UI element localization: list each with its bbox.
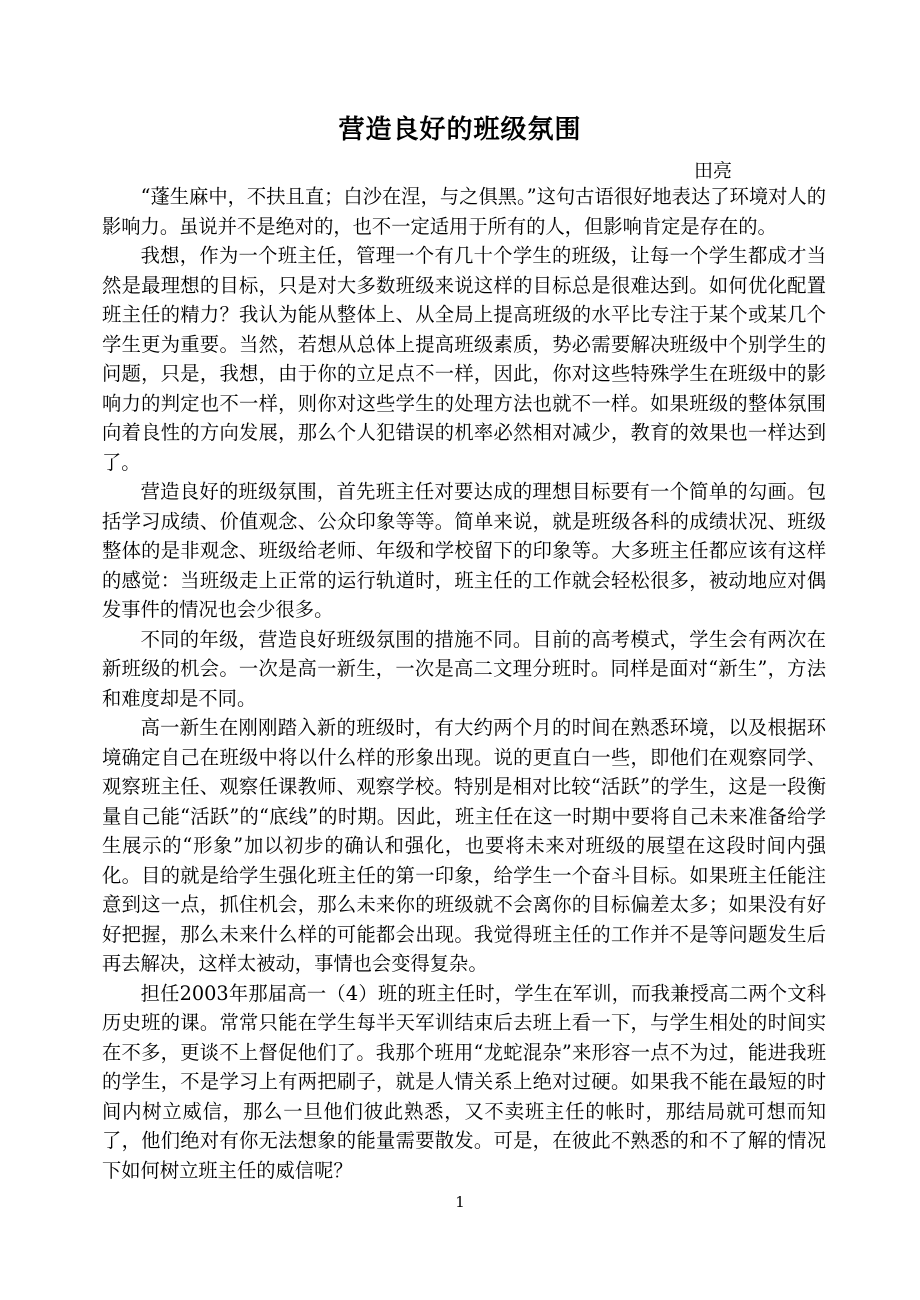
document-body: [102, 182, 826, 1185]
document-title: 营造良好的班级氛围: [338, 115, 582, 145]
paragraph: 担任2003年那届高一（4）班的班主任时，学生在军训，而我兼授高二两个文科历史班的课。常常只能在学生每半天军训结束后去班上看一下，与学生相处的时间实在不多，更谈不上督促他们了。我那个班用“龙蛇混杂”来形容一点不为过，能进我班的学生，不是学习上有两把刷子，就是人情关系上绝对过硬。如果我不能在最短的时间内树立威信，那么一旦他们彼此熟悉，又不卖班主任的帐时，那结局就可想而知了，他们绝对有你无法想象的能量需要散发。可是，在彼此不熟悉的和不了解的情况下如何树立班主任的威信呢？: [102, 981, 826, 1182]
paragraph: 营造良好的班级氛围，首先班主任对要达成的理想目标要有一个简单的勾画。包括学习成绩、价值观念、公众印象等等。简单来说，就是班级各科的成绩状况、班级整体的是非观念、班级给老师、年级和学校留下的印象等。大多班主任都应该有这样的感觉：当班级走上正常的运行轨道时，班主任的工作就会轻松很多，被动地应对偶发事件的情况也会少很多。: [102, 480, 826, 621]
paragraph: “蓬生麻中，不扶且直；白沙在涅，与之俱黑。”这句古语很好地表达了环境对人的影响力。虽说并不是绝对的，也不一定适用于所有的人，但影响肯定是存在的。: [102, 185, 826, 238]
page-number: 1: [455, 1193, 465, 1211]
paragraph: 不同的年级，营造良好班级氛围的措施不同。目前的高考模式，学生会有两次在新班级的机会。一次是高一新生，一次是高二文理分班时。同样是面对“新生”，方法和难度却是不同。: [102, 627, 826, 710]
paragraph: 我想，作为一个班主任，管理一个有几十个学生的班级，让每一个学生都成才当然是最理想的目标，只是对大多数班级来说这样的目标总是很难达到。如何优化配置班主任的精力？我认为能从整体上、从全局上提高班级的水平比专注于某个或某几个学生更为重要。当然，若想从总体上提高班级素质，势必需要解决班级中个别学生的问题，只是，我想，由于你的立足点不一样，因此，你对这些特殊学生在班级中的影响力的判定也不一样，则你对这些学生的处理方法也就不一样。如果班级的整体氛围向着良性的方向发展，那么个人犯错误的机率必然相对减少，教育的效果也一样达到了。: [102, 244, 826, 474]
author-name: 田亮: [694, 160, 733, 182]
paragraph: 高一新生在刚刚踏入新的班级时，有大约两个月的时间在熟悉环境，以及根据环境确定自己在班级中将以什么样的形象出现。说的更直白一些，即他们在观察同学、观察班主任、观察任课教师、观察学校。特别是相对比较“活跃”的学生，这是一段衡量自己能“活跃”的“底线”的时期。因此，班主任在这一时期中要将自己未来准备给学生展示的“形象”加以初步的确认和强化，也要将未来对班级的展望在这段时间内强化。目的就是给学生强化班主任的第一印象，给学生一个奋斗目标。如果班主任能注意到这一点，抓住机会，那么未来你的班级就不会离你的目标偏差太多；如果没有好好把握，那么未来什么样的可能都会出现。我觉得班主任的工作并不是等问题发生后再去解决，这样太被动，事情也会变得复杂。: [102, 716, 826, 975]
